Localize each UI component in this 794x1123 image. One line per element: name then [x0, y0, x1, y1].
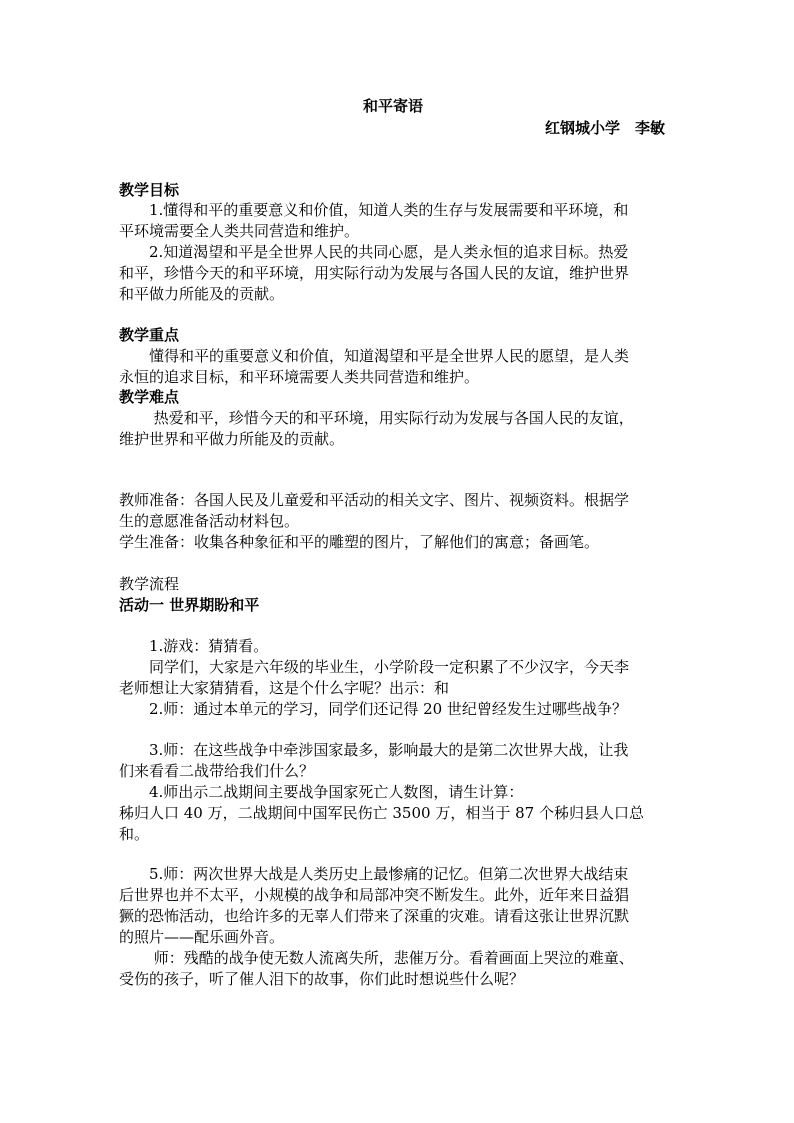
key-points-line: 永恒的追求目标，和平环境需要人类共同营造和维护。 [119, 368, 480, 386]
process-heading: 教学流程 [119, 575, 180, 593]
key-points-line: 懂得和平的重要意义和价值，知道渴望和平是全世界人民的愿望，是人类 [119, 347, 630, 365]
difficulties-heading: 教学难点 [119, 388, 180, 406]
process-line: 1.游戏：猜猜看。 [119, 637, 269, 655]
objectives-line: 2.知道渴望和平是全世界人民的共同心愿，是人类永恒的追求目标。热爱 [119, 243, 629, 261]
process-line: 2.师：通过本单元的学习，同学们还记得 20 世纪曾经发生过哪些战争？ [119, 700, 627, 718]
author-line: 红钢城小学 李敏 [545, 119, 666, 137]
process-line: 们来看看二战带给我们什么？ [119, 762, 315, 780]
document-title: 和平寄语 [363, 97, 424, 115]
process-line: 獗的恐怖活动，也给许多的无辜人们带来了深重的灾难。请看这张让世界沉默 [119, 907, 630, 925]
process-line: 5.师：两次世界大战是人类历史上最惨痛的记忆。但第二次世界大战结束 [119, 865, 629, 883]
process-line: 3.师：在这些战争中牵涉国家最多，影响最大的是第二次世界大战，让我 [119, 741, 629, 759]
process-line: 师：残酷的战争使无数人流离失所，悲催万分。看着画面上哭泣的难童、 [119, 949, 634, 967]
process-line: 老师想让大家猜猜看，这是个什么字呢？出示：和 [119, 679, 450, 697]
process-line: 秭归人口 40 万，二战期间中国军民伤亡 3500 万，相当于 87 个秭归县人口总 [119, 804, 644, 822]
preparation-line: 学生准备：收集各种象征和平的雕塑的图片，了解他们的寓意；备画笔。 [119, 533, 600, 551]
objectives-line: 和平做力所能及的贡献。 [119, 285, 285, 303]
process-line: 和。 [119, 825, 150, 843]
process-line: 受伤的孩子，听了催人泪下的故事，你们此时想说些什么呢？ [119, 970, 525, 988]
activity-title: 活动一 世界期盼和平 [119, 596, 260, 614]
preparation-line: 生的意愿准备活动材料包。 [119, 512, 300, 530]
process-line: 4.师出示二战期间主要战争国家死亡人数图，请生计算： [119, 783, 524, 801]
process-line: 同学们，大家是六年级的毕业生，小学阶段一定积累了不少汉字，今天李 [119, 658, 630, 676]
process-line: 后世界也并不太平，小规模的战争和局部冲突不断发生。此外，近年来日益猖 [119, 886, 630, 904]
process-line: 的照片——配乐画外音。 [119, 928, 285, 946]
difficulties-line: 热爱和平，珍惜今天的和平环境，用实际行动为发展与各国人民的友谊， [119, 409, 634, 427]
objectives-heading: 教学目标 [119, 181, 180, 199]
objectives-line: 1.懂得和平的重要意义和价值，知道人类的生存与发展需要和平环境，和 [119, 201, 629, 219]
key-points-heading: 教学重点 [119, 326, 180, 344]
preparation-line: 教师准备：各国人民及儿童爱和平活动的相关文字、图片、视频资料。根据学 [119, 491, 630, 509]
objectives-line: 和平，珍惜今天的和平环境，用实际行动为发展与各国人民的友谊，维护世界 [119, 264, 630, 282]
difficulties-line: 维护世界和平做力所能及的贡献。 [119, 430, 345, 448]
objectives-line: 平环境需要全人类共同营造和维护。 [119, 222, 360, 240]
